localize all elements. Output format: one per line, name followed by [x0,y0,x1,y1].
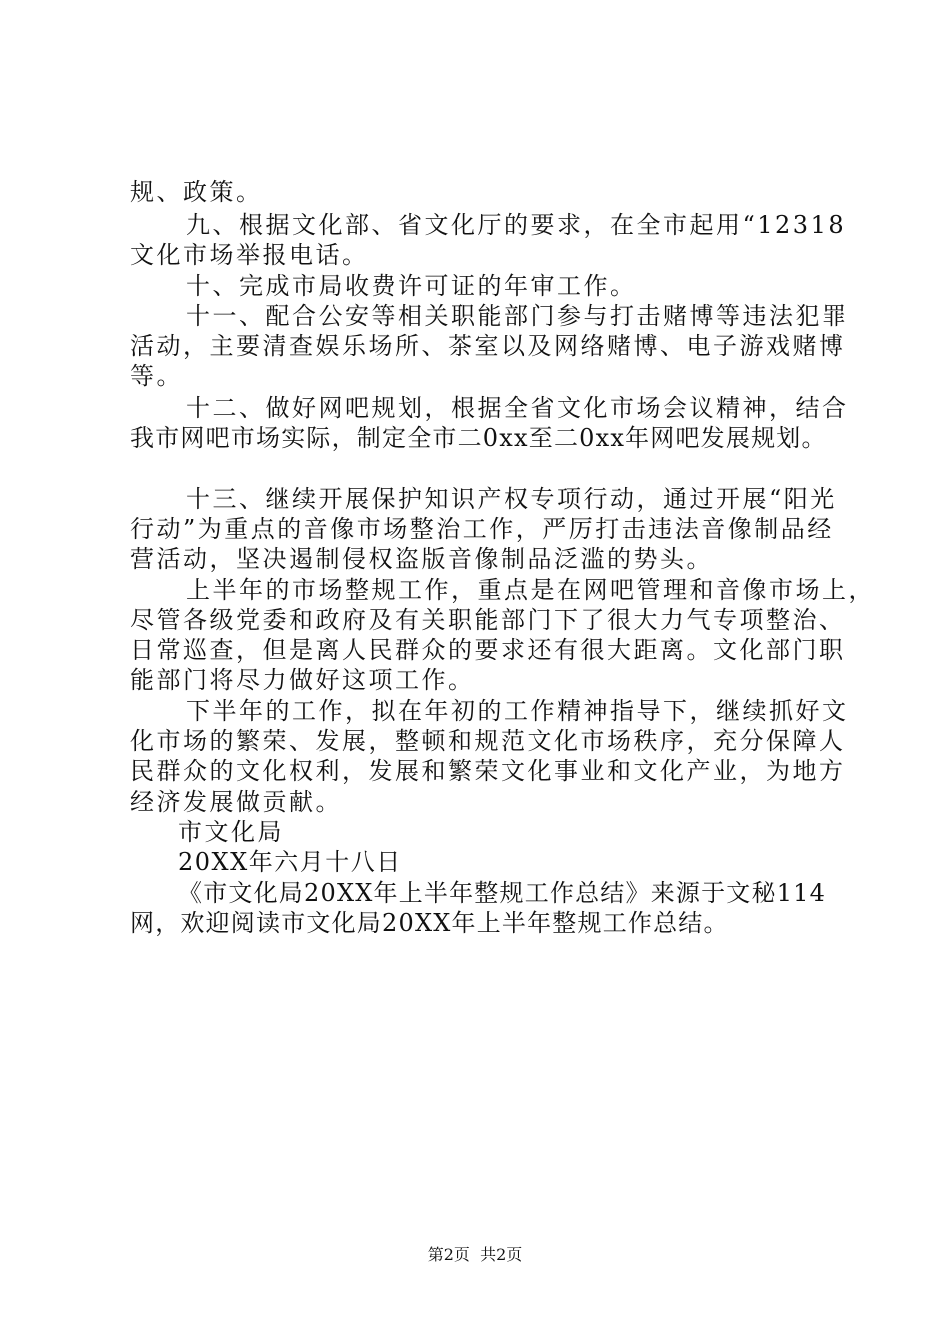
text-line: 上半年的市场整规工作，重点是在网吧管理和音像市场上， [186,576,875,604]
text-line: 活动，主要清查娱乐场所、茶室以及网络赌博、电子游戏赌博 [130,332,846,360]
text-line: 营活动，坚决遏制侵权盗版音像制品泛滥的势头。 [130,545,713,573]
text-line: 化市场的繁荣、发展，整顿和规范文化市场秩序，充分保障人 [130,727,846,755]
page-number-footer: 第2页 共2页 [427,1245,523,1264]
text-line: 九、根据文化部、省文化厅的要求，在全市起用“12318 [186,211,847,239]
text-line: 经济发展做贡献。 [130,788,342,816]
source-note-line: 《市文化局20XX年上半年整规工作总结》来源于文秘114 [178,879,827,907]
text-line: 日常巡查，但是离人民群众的要求还有很大距离。文化部门职 [130,636,846,664]
text-line: 文化市场举报电话。 [130,241,369,269]
text-line: 我市网吧市场实际，制定全市二0xx至二0xx年网吧发展规划。 [130,424,827,452]
text-line: 民群众的文化权利，发展和繁荣文化事业和文化产业，为地方 [130,757,846,785]
text-line: 十一、配合公安等相关职能部门参与打击赌博等违法犯罪 [186,302,849,330]
text-line: 尽管各级党委和政府及有关职能部门下了很大力气专项整治、 [130,606,846,634]
text-line: 十三、继续开展保护知识产权专项行动，通过开展“阳光 [186,485,837,513]
text-line: 行动”为重点的音像市场整治工作，严厉打击违法音像制品经 [130,515,834,543]
signature-org: 市文化局 [178,818,284,846]
text-line: 十二、做好网吧规划，根据全省文化市场会议精神，结合 [186,394,849,422]
text-line: 下半年的工作，拟在年初的工作精神指导下，继续抓好文 [186,697,849,725]
text-line: 能部门将尽力做好这项工作。 [130,666,475,694]
text-line: 十、完成市局收费许可证的年审工作。 [186,272,637,300]
text-line: 规、政策。 [130,178,263,206]
signature-date: 20XX年六月十八日 [178,848,402,876]
source-note-line: 网，欢迎阅读市文化局20XX年上半年整规工作总结。 [130,909,729,937]
text-line: 等。 [130,362,183,390]
